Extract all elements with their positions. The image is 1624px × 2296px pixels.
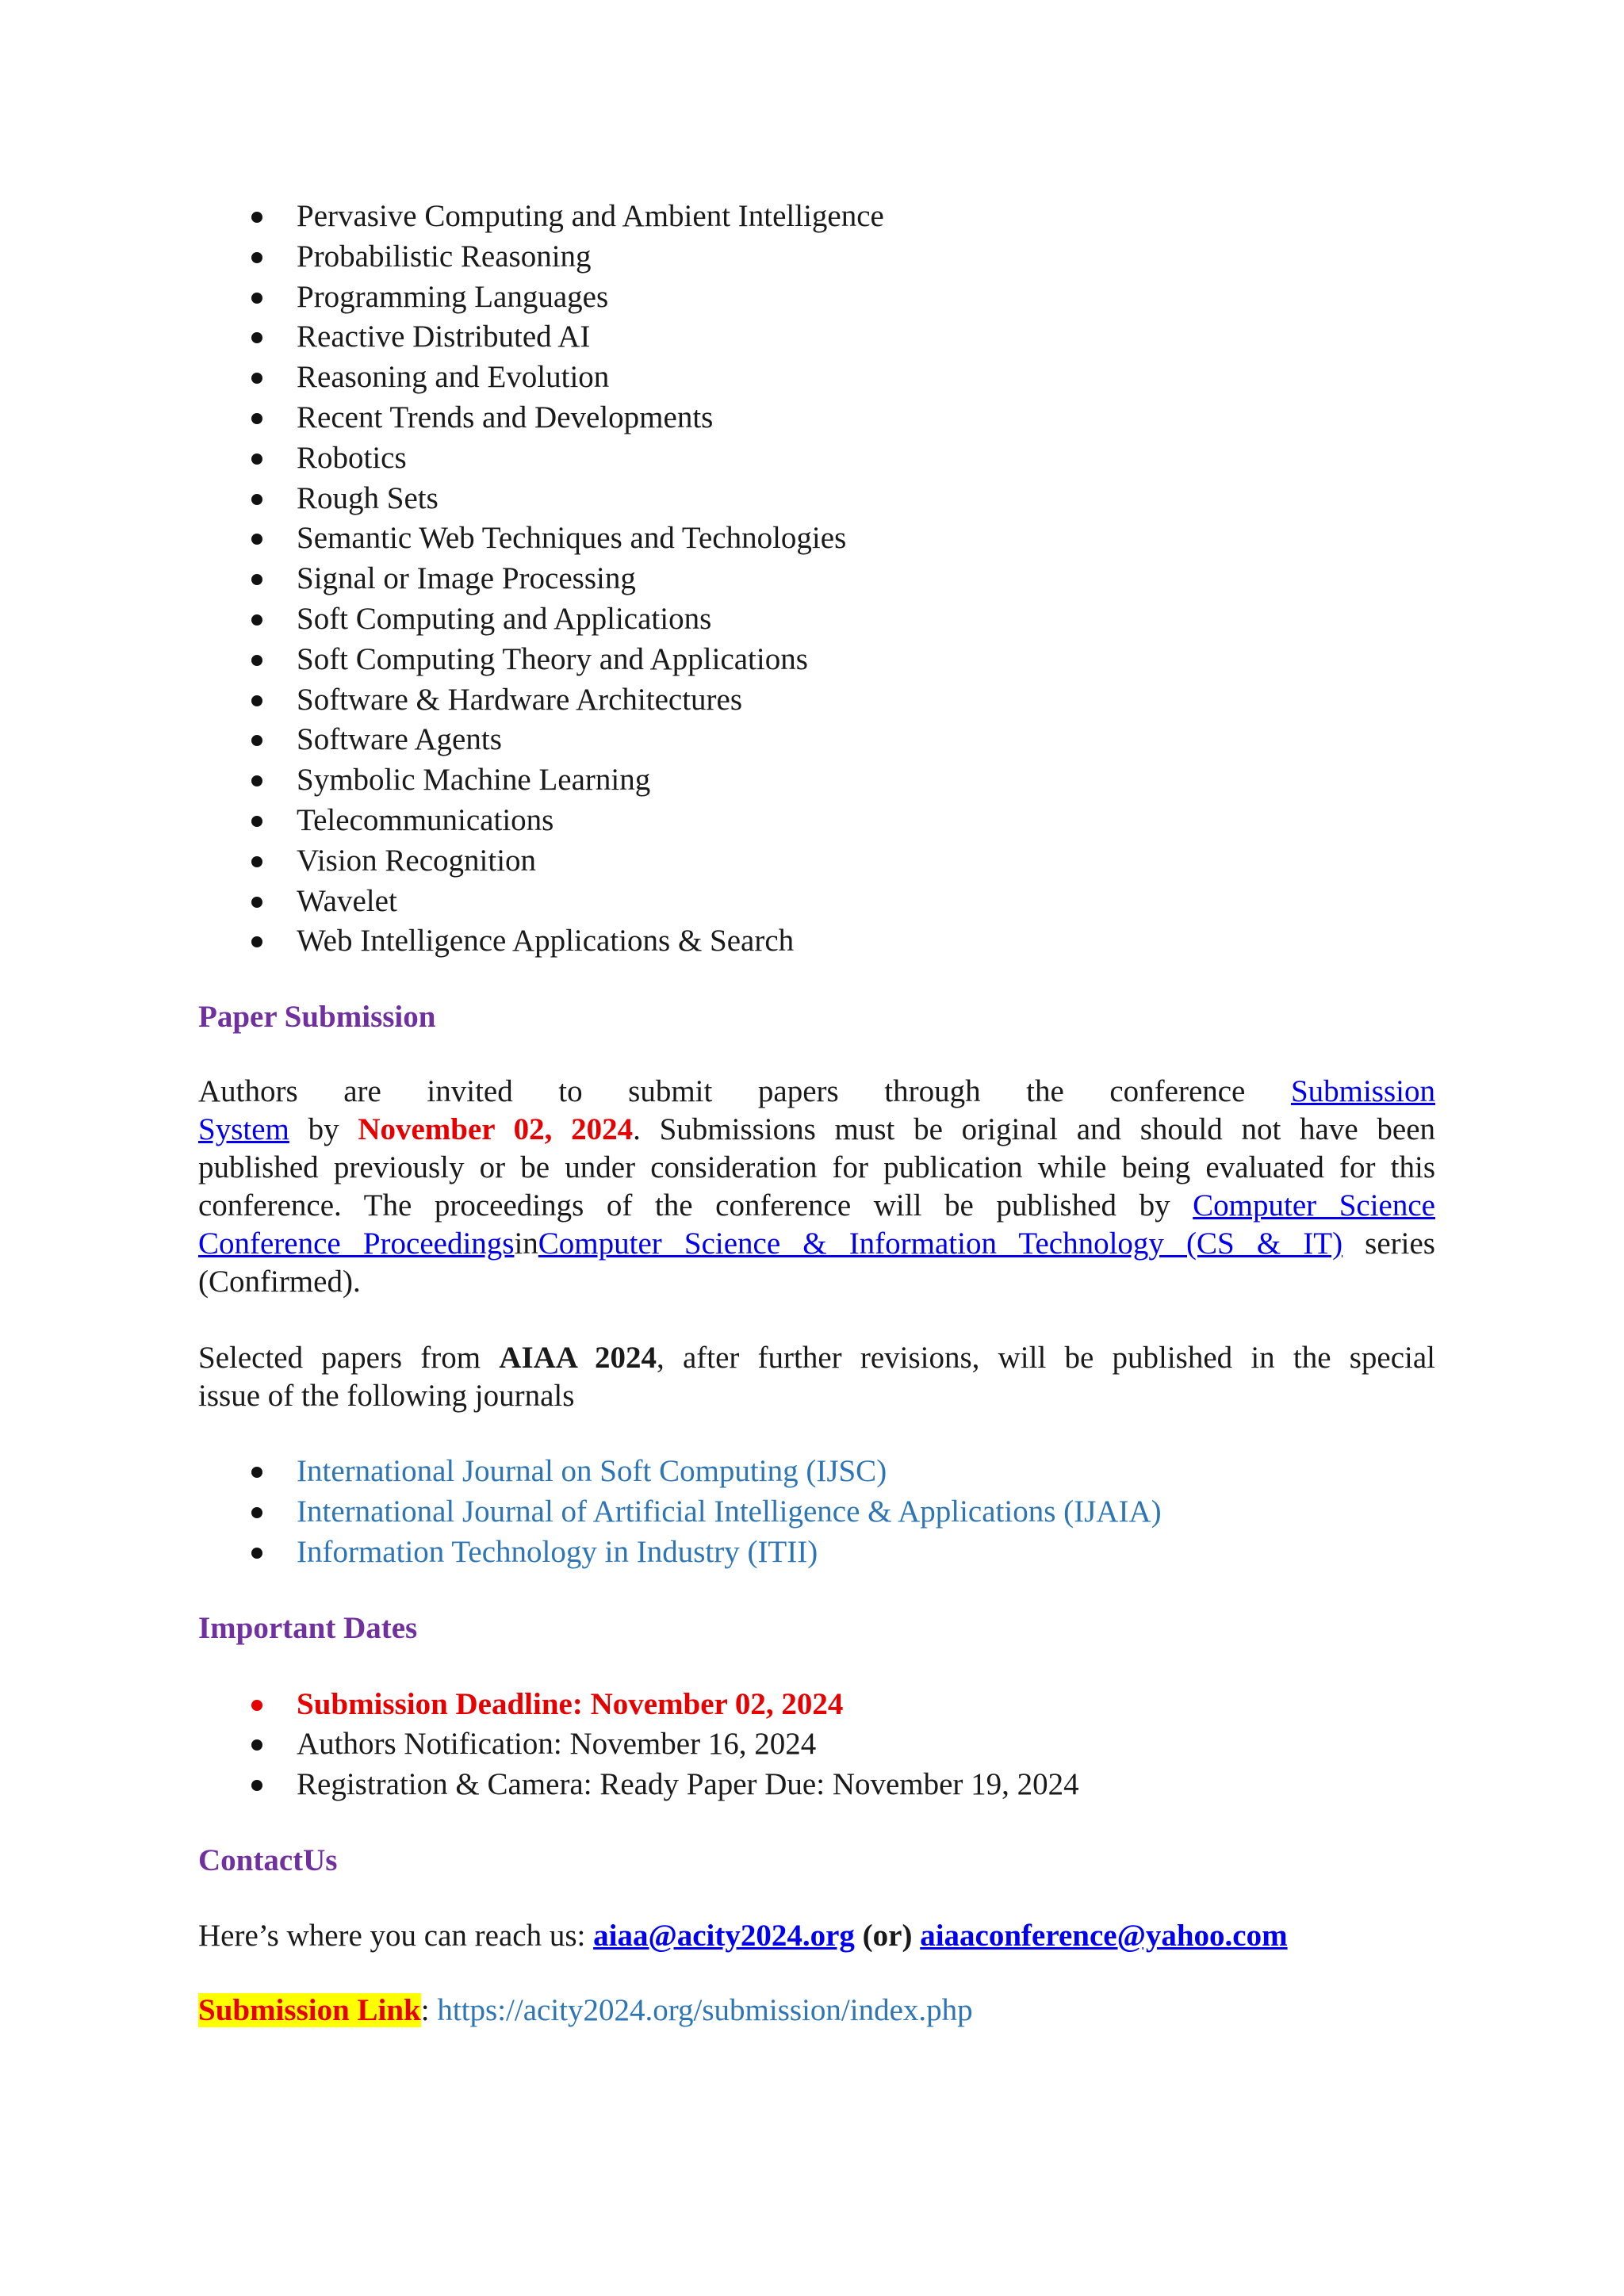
journal-item[interactable]: Information Technology in Industry (ITII) <box>198 1533 1435 1573</box>
list-item: Symbolic Machine Learning <box>198 760 1435 801</box>
csit-link[interactable]: Computer Science & Information Technology (CS & IT) <box>538 1226 1343 1261</box>
list-item: Robotics <box>198 438 1435 479</box>
cscp-link[interactable]: Computer Science <box>1193 1188 1435 1223</box>
email-link-primary[interactable]: aiaa@acity2024.org <box>593 1918 855 1953</box>
document-page <box>198 197 1435 2030</box>
contact-line: Here’s where you can reach us: aiaa@acity2024.org (or) aiaaconference@yahoo.com <box>198 1918 1288 1953</box>
email-link-secondary[interactable]: aiaaconference@yahoo.com <box>920 1918 1288 1953</box>
submission-link-line: Submission Link: https://acity2024.org/submission/index.php <box>198 1992 973 2027</box>
date-item: Authors Notification: November 16, 2024 <box>198 1724 1435 1765</box>
deadline-text: November 02, 2024 <box>358 1112 634 1147</box>
dates-list <box>198 1685 1435 1805</box>
p1-line3: published previously or be under consideration for publication while being evaluated for this <box>198 1150 1435 1185</box>
list-item: Software Agents <box>198 720 1435 760</box>
list-item: Telecommunications <box>198 801 1435 841</box>
cscp-link-cont[interactable]: Conference Proceedings <box>198 1226 515 1261</box>
list-item: Software & Hardware Architectures <box>198 680 1435 721</box>
important-dates-heading: Important Dates <box>198 1610 418 1645</box>
list-item: Recent Trends and Developments <box>198 398 1435 438</box>
list-item: Reactive Distributed AI <box>198 317 1435 358</box>
p1-line2: . Submissions must be original and should not have been <box>633 1112 1436 1147</box>
submission-system-link[interactable]: Submission <box>1290 1074 1435 1109</box>
list-item: Wavelet <box>198 882 1435 922</box>
p1-line4: conference. The proceedings of the conference will be published by <box>198 1188 1193 1223</box>
list-item: Vision Recognition <box>198 841 1435 882</box>
list-item: Rough Sets <box>198 479 1435 519</box>
list-item: Web Intelligence Applications & Search <box>198 921 1435 962</box>
submission-url-link[interactable]: https://acity2024.org/submission/index.php <box>437 1992 973 2027</box>
deadline-item: Submission Deadline: November 02, 2024 <box>198 1685 1435 1725</box>
list-item: Pervasive Computing and Ambient Intelligence <box>198 197 1435 237</box>
list-item: Programming Languages <box>198 277 1435 318</box>
list-item: Signal or Image Processing <box>198 559 1435 599</box>
journal-item[interactable]: International Journal of Artificial Intelligence & Applications (IJAIA) <box>198 1492 1435 1533</box>
list-item: Semantic Web Techniques and Technologies <box>198 519 1435 559</box>
journals-list <box>198 1452 1435 1572</box>
contact-heading: ContactUs <box>198 1843 338 1877</box>
list-item: Probabilistic Reasoning <box>198 237 1435 277</box>
submission-paragraph: Authors are invited to submit papers through the conference Submission System by November 02, 2024. Submissions must be original and should not have been published previously or be under consideration for publication while being evaluated for this conference. The proceedings of the conference will be published by Computer Science Conference ProceedingsinComputer Science & Information Technology (CS & IT) series (Confirmed). <box>198 1074 1436 1299</box>
list-item: Soft Computing Theory and Applications <box>198 640 1435 680</box>
list-item: Reasoning and Evolution <box>198 358 1435 398</box>
date-item: Registration & Camera: Ready Paper Due: November 19, 2024 <box>198 1765 1435 1805</box>
list-item: Soft Computing and Applications <box>198 599 1435 640</box>
submission-link-label: Submission Link <box>198 1992 421 2027</box>
topics-list <box>198 197 1435 962</box>
journal-item[interactable]: International Journal on Soft Computing (IJSC) <box>198 1452 1435 1492</box>
selected-papers-paragraph: Selected papers from AIAA 2024, after further revisions, will be published in the special issue of the following journals <box>198 1341 1435 1414</box>
paper-submission-heading: Paper Submission <box>198 1000 436 1035</box>
submission-system-link-cont[interactable]: System <box>198 1112 289 1147</box>
